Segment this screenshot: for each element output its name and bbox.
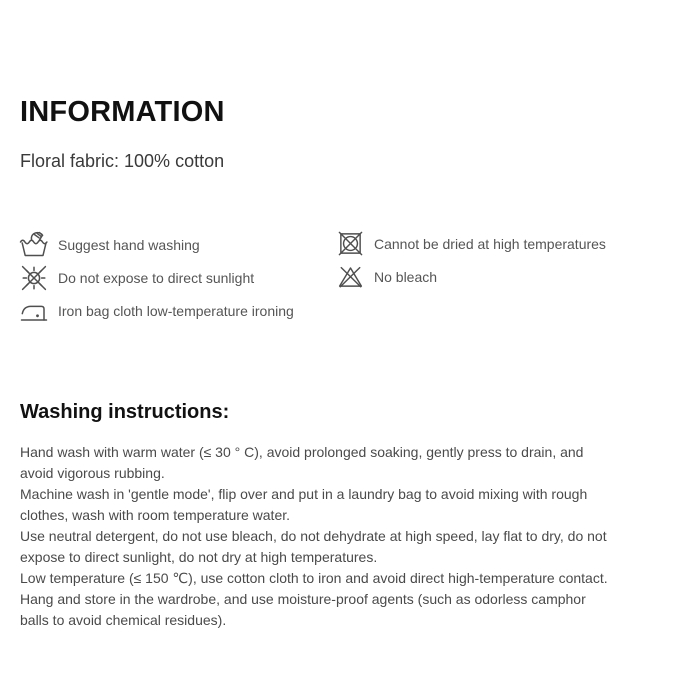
washing-instructions-line: Use neutral detergent, do not use bleach, do not dehydrate at high speed, lay flat to dry, do not <box>20 528 607 544</box>
care-item-hand-wash <box>18 230 200 260</box>
low-temperature-iron-icon <box>18 296 50 326</box>
washing-instructions-line: clothes, wash with room temperature water. <box>20 507 291 523</box>
fabric-subtitle: Floral fabric: 100% cotton <box>20 151 225 171</box>
hand-wash-icon <box>18 230 50 260</box>
washing-instructions-heading: Washing instructions: <box>20 401 230 423</box>
care-item-no-sunlight <box>18 263 254 293</box>
care-item-no-high-temp-dry <box>337 229 606 258</box>
care-item-label: Iron bag cloth low-temperature ironing <box>58 303 294 319</box>
washing-instructions-line: Hand wash with warm water (≤ 30 ° C), avoid prolonged soaking, gently press to drain, and <box>20 444 584 460</box>
page-title: INFORMATION <box>20 96 225 128</box>
no-bleach-icon <box>337 262 364 291</box>
care-item-label: No bleach <box>374 268 438 285</box>
washing-instructions-line: Low temperature (≤ 150 ℃), use cotton cloth to iron and avoid direct high-temperature contact. <box>20 570 608 586</box>
washing-instructions-text <box>20 442 692 631</box>
washing-instructions-line: Hang and store in the wardrobe, and use moisture-proof agents (such as odorless camphor <box>20 591 586 607</box>
washing-instructions-line: Machine wash in 'gentle mode', flip over and put in a laundry bag to avoid mixing with rough <box>20 486 588 502</box>
care-item-low-iron <box>18 296 294 326</box>
washing-instructions-line: avoid vigorous rubbing. <box>20 465 165 481</box>
care-item-label: Do not expose to direct sunlight <box>58 270 255 286</box>
washing-instructions-line: balls to avoid chemical residues). <box>20 612 227 628</box>
washing-instructions-line: expose to direct sunlight, do not dry at high temperatures. <box>20 549 378 565</box>
care-item-label: Cannot be dried at high temperatures <box>374 235 606 252</box>
no-sunlight-icon <box>18 263 50 293</box>
care-item-label: Suggest hand washing <box>58 237 200 253</box>
no-high-temperature-dry-icon <box>337 229 364 258</box>
care-item-no-bleach <box>337 262 437 291</box>
